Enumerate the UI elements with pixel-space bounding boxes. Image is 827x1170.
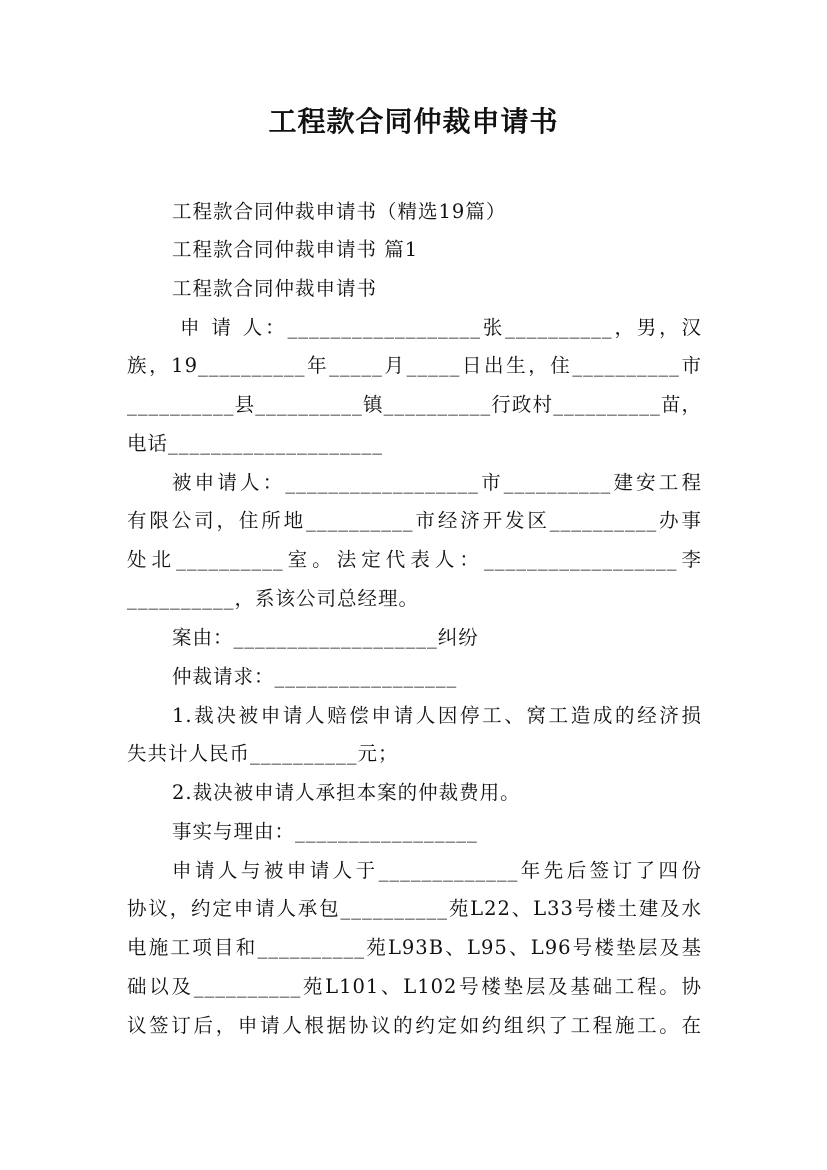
paragraph-line: 处北__________室。法定代表人：__________________李 (127, 548, 702, 571)
paragraph-line: 申 请 人：__________________张__________，男，汉 (180, 316, 702, 339)
paragraph-line: 被申请人：__________________市__________建安工程 (172, 471, 702, 494)
paragraph-line: 1.裁决被申请人赔偿申请人因停工、窝工造成的经济损 (172, 704, 702, 727)
document-title: 工程款合同仲裁申请书 (268, 105, 559, 138)
paragraph-line: 工程款合同仲裁申请书 (172, 277, 378, 300)
paragraph-line: 事实与理由：_________________ (172, 820, 478, 843)
paragraph-line: 失共计人民币__________元； (127, 742, 399, 765)
paragraph-line: __________县__________镇__________行政村__________苗， (127, 393, 702, 416)
paragraph-line: 仲裁请求：_________________ (172, 665, 458, 688)
paragraph-line: 2.裁决被申请人承担本案的仲裁费用。 (172, 781, 521, 804)
paragraph-line: 协议，约定申请人承包__________苑L22、L33号楼土建及水 (127, 897, 702, 920)
paragraph-line: 议签订后，申请人根据协议的约定如约组织了工程施工。在 (127, 1014, 702, 1037)
paragraph-line: 电施工项目和__________苑L93B、L95、L96号楼垫层及基 (127, 936, 702, 959)
paragraph-line: 工程款合同仲裁申请书 篇1 (172, 238, 419, 261)
paragraph-line: 础以及__________苑L101、L102号楼垫层及基础工程。协 (127, 975, 702, 998)
paragraph-line: 有限公司，住所地__________市经济开发区__________办事 (127, 509, 702, 532)
paragraph-line: 工程款合同仲裁申请书（精选19篇） (172, 200, 507, 223)
paragraph-line: __________，系该公司总经理。 (127, 587, 420, 610)
paragraph-line: 案由：___________________纠纷 (172, 626, 479, 649)
paragraph-line: 族，19__________年_____月_____日出生，住__________市 (127, 354, 702, 377)
paragraph-line: 申请人与被申请人于_____________年先后签订了四份 (172, 859, 702, 882)
paragraph-line: 电话____________________ (127, 432, 384, 455)
